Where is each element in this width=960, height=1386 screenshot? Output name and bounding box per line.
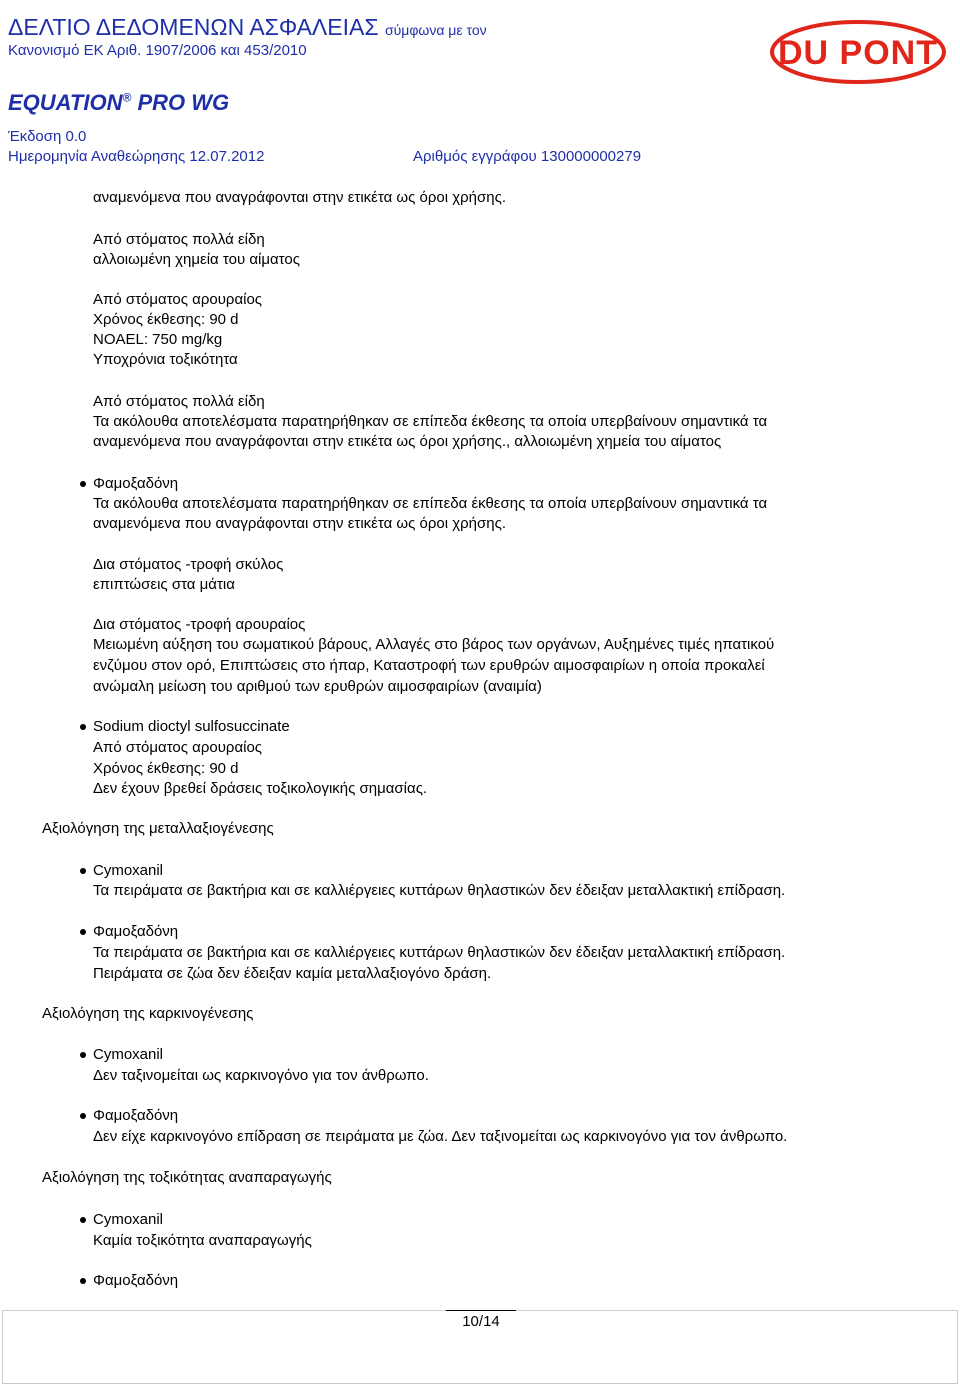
body-line: Από στόματος αρουραίος [93,291,263,308]
bullet-icon [80,868,86,874]
bullet-icon [80,1278,86,1284]
bullet-icon [80,1113,86,1119]
body-line: Χρόνος έκθεσης: 90 d [93,311,239,328]
body-line: Καμία τοξικότητα αναπαραγωγής [93,1232,312,1249]
body-line: Δια στόματος -τροφή αρουραίος [93,616,306,633]
body-line: Υποχρόνια τοξικότητα [93,351,238,368]
version-line: Έκδοση 0.0 [8,128,87,145]
body-line: Δεν είχε καρκινογόνο επίδραση σε πειράματα με ζώα. Δεν ταξινομείται ως καρκινογόνο για τον άνθρωπο. [93,1128,788,1145]
substance-name: Cymoxanil [93,1211,164,1228]
substance-name: Φαμοξαδόνη [93,1272,179,1289]
body-line: Τα ακόλουθα αποτελέσματα παρατηρήθηκαν σε επίπεδα έκθεσης τα οποία υπερβαίνουν σημαντικά τα [93,413,768,430]
body-line: αναμενόμενα που αναγράφονται στην ετικέτα ως όροι χρήσης. [93,515,506,532]
substance-name: Φαμοξαδόνη [93,923,179,940]
body-line: NOAEL: 750 mg/kg [93,331,223,348]
section-heading: Αξιολόγηση της τοξικότητας αναπαραγωγής [42,1169,332,1186]
bullet-icon [80,481,86,487]
body-line: επιπτώσεις στα μάτια [93,576,235,593]
product-name-suffix: PRO WG [137,90,230,115]
body-line: Τα πειράματα σε βακτήρια και σε καλλιέργειες κυττάρων θηλαστικών δεν έδειξαν μεταλλακτική επίδραση. [93,882,786,899]
body-line: Από στόματος πολλά είδη [93,231,265,248]
registered-mark: ® [122,90,132,105]
document-title-main: ΔΕΛΤΙΟ ΔΕΔΟΜΕΝΩΝ ΑΣΦΑΛΕΙΑΣ [8,14,379,40]
regulation-line: Κανονισμό ΕΚ Αριθ. 1907/2006 και 453/2010 [8,42,307,59]
body-line: Χρόνος έκθεσης: 90 d [93,760,239,777]
revision-date: Ημερομηνία Αναθεώρησης 12.07.2012 [8,148,265,165]
product-name [8,90,229,116]
page-number-divider [446,1310,516,1311]
body-line: Δεν έχουν βρεθεί δράσεις τοξικολογικής σημασίας. [93,780,428,797]
substance-name: Φαμοξαδόνη [93,475,179,492]
dupont-logo [768,18,948,86]
bullet-icon [80,1217,86,1223]
bullet-icon [80,724,86,730]
substance-name: Cymoxanil [93,862,164,879]
body-line: αναμενόμενα που αναγράφονται στην ετικέτα ως όροι χρήσης., αλλοιωμένη χημεία του αίματος [93,433,722,450]
document-title [8,14,487,41]
substance-name: Φαμοξαδόνη [93,1107,179,1124]
bullet-icon [80,1052,86,1058]
substance-name: Cymoxanil [93,1046,164,1063]
body-line: Από στόματος πολλά είδη [93,393,265,410]
section-heading: Αξιολόγηση της μεταλλαξιογένεσης [42,820,274,837]
body-line: ανώμαλη μείωση του αριθμού των ερυθρών αιμοσφαιρίων (αναιμία) [93,678,542,695]
page-number: 10/14 [462,1313,500,1330]
body-line: Μειωμένη αύξηση του σωματικού βάρους, Αλλαγές στο βάρος των οργάνων, Αυξημένες τιμές ηπατικού [93,636,775,653]
body-line: Δια στόματος -τροφή σκύλος [93,556,284,573]
document-title-suffix: σύμφωνα με τον [384,22,487,38]
body-line: ενζύμου στον ορό, Επιπτώσεις στο ήπαρ, Καταστροφή των ερυθρών αιμοσφαιρίων η οποία προκαλεί [93,657,765,674]
body-line: Δεν ταξινομείται ως καρκινογόνο για τον άνθρωπο. [93,1067,429,1084]
body-line: Τα πειράματα σε βακτήρια και σε καλλιέργειες κυττάρων θηλαστικών δεν έδειξαν μεταλλακτική επίδραση. [93,944,786,961]
product-name-main: EQUATION [8,90,123,115]
body-line: Από στόματος αρουραίος [93,739,263,756]
bullet-icon [80,929,86,935]
body-line: αλλοιωμένη χημεία του αίματος [93,251,300,268]
svg-text:DU PONT: DU PONT [778,34,938,72]
body-line: αναμενόμενα που αναγράφονται στην ετικέτα ως όροι χρήσης. [93,189,506,206]
body-line: Τα ακόλουθα αποτελέσματα παρατηρήθηκαν σε επίπεδα έκθεσης τα οποία υπερβαίνουν σημαντικά τα [93,495,768,512]
section-heading: Αξιολόγηση της καρκινογένεσης [42,1005,254,1022]
substance-name: Sodium dioctyl sulfosuccinate [93,718,290,735]
body-line: Πειράματα σε ζώα δεν έδειξαν καμία μεταλλαξιογόνο δράση. [93,965,492,982]
document-number: Αριθμός εγγράφου 130000000279 [413,148,642,165]
